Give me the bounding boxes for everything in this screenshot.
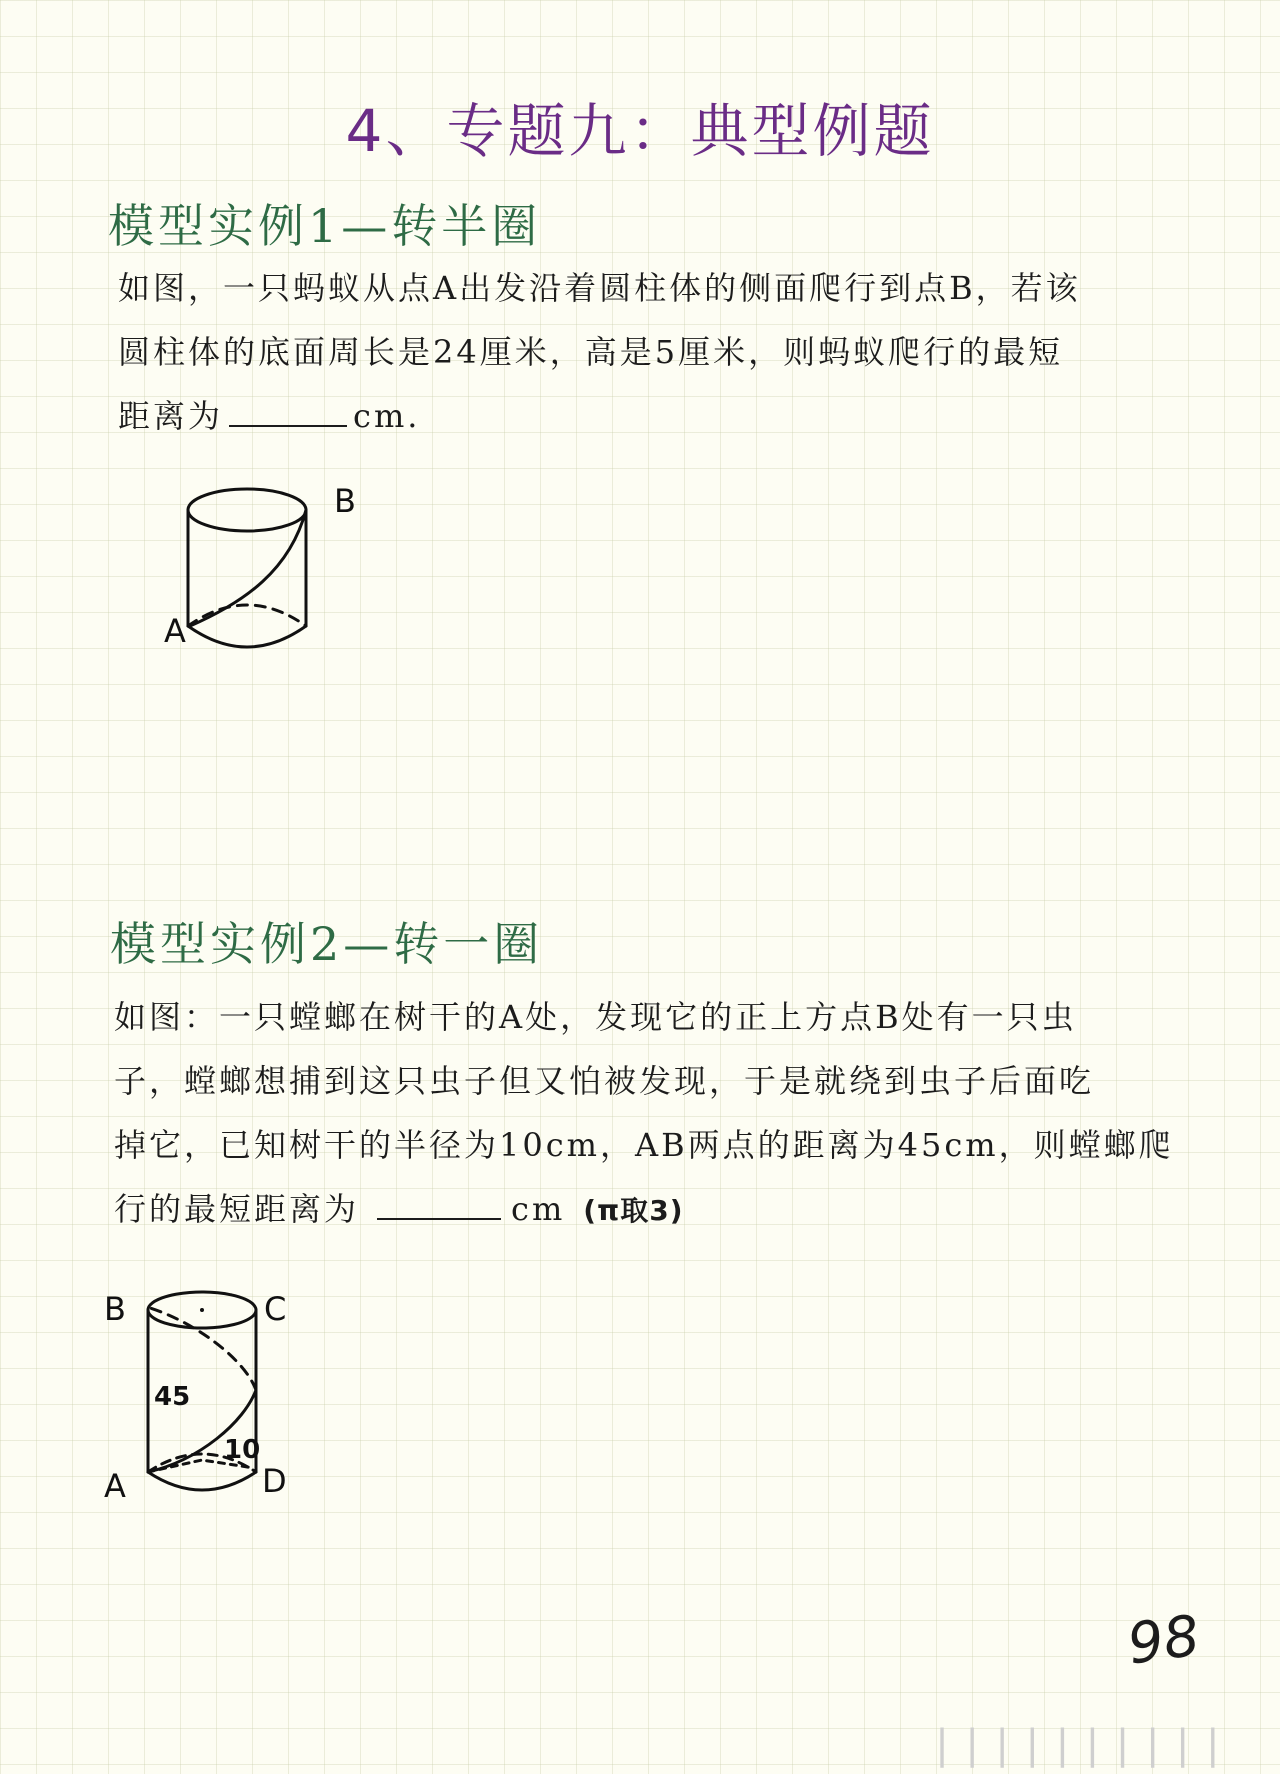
scrollbar-ticks-decoration: |||||||||| <box>930 1722 1231 1768</box>
cylinder2-back-path <box>150 1308 256 1390</box>
cylinder2-label-a: A <box>104 1467 126 1505</box>
example2-line-4-prefix: 行的最短距离为 <box>114 1190 360 1228</box>
cylinder2-bottom-front <box>148 1472 256 1490</box>
example1-line-3-prefix: 距离为 <box>118 397 224 435</box>
example2-cylinder-figure <box>104 1282 304 1512</box>
example2-line-4 <box>114 1177 1174 1243</box>
cylinder1-path-a-to-b <box>190 510 306 626</box>
example1-line-2: 圆柱体的底面周长是24厘米，高是5厘米，则蚂蚁爬行的最短 <box>118 333 1064 371</box>
cylinder1-bottom-back <box>188 605 306 626</box>
example2-text <box>114 985 1174 1243</box>
page-title: 4、专题九：典型例题 <box>345 97 935 165</box>
cylinder1-bottom-front <box>188 626 306 647</box>
example1-answer-blank[interactable] <box>229 391 347 427</box>
cylinder1-label-b: B <box>334 482 356 520</box>
example1-line-1: 如图，一只蚂蚁从点A出发沿着圆柱体的侧面爬行到点B，若该 <box>118 269 1081 307</box>
example1-cylinder-figure <box>150 480 390 670</box>
example1-text <box>118 256 1081 448</box>
example2-answer-blank[interactable] <box>377 1184 501 1220</box>
example1-line-3-suffix: cm. <box>353 397 421 435</box>
example2-line-2: 子，螳螂想捕到这只虫子但又怕被发现，于是就绕到虫子后面吃 <box>114 1062 1095 1100</box>
example2-line-4-suffix: cm <box>511 1190 566 1228</box>
cylinder2-label-d: D <box>262 1462 287 1500</box>
page-number: 98 <box>1123 1603 1204 1678</box>
cylinder2-label-c: C <box>264 1290 287 1328</box>
cylinder1-label-a: A <box>164 612 186 650</box>
example2-line-3: 掉它，已知树干的半径为10cm，AB两点的距离为45cm，则螳螂爬 <box>114 1126 1174 1164</box>
cylinder2-top-center <box>200 1308 204 1312</box>
example2-line-1: 如图：一只螳螂在树干的A处，发现它的正上方点B处有一只虫 <box>114 998 1077 1036</box>
example1-title: 模型实例1—转半圈 <box>108 199 542 253</box>
example2-title: 模型实例2—转一圈 <box>110 917 544 971</box>
example1-line-3 <box>118 384 1081 448</box>
cylinder2-height-label: 45 <box>154 1382 191 1412</box>
cylinder1-top-ellipse <box>188 489 306 531</box>
cylinder2-radius-label: 10 <box>224 1435 261 1465</box>
example2-pi-note: (π取3) <box>583 1194 684 1227</box>
cylinder2-label-b: B <box>104 1290 126 1328</box>
